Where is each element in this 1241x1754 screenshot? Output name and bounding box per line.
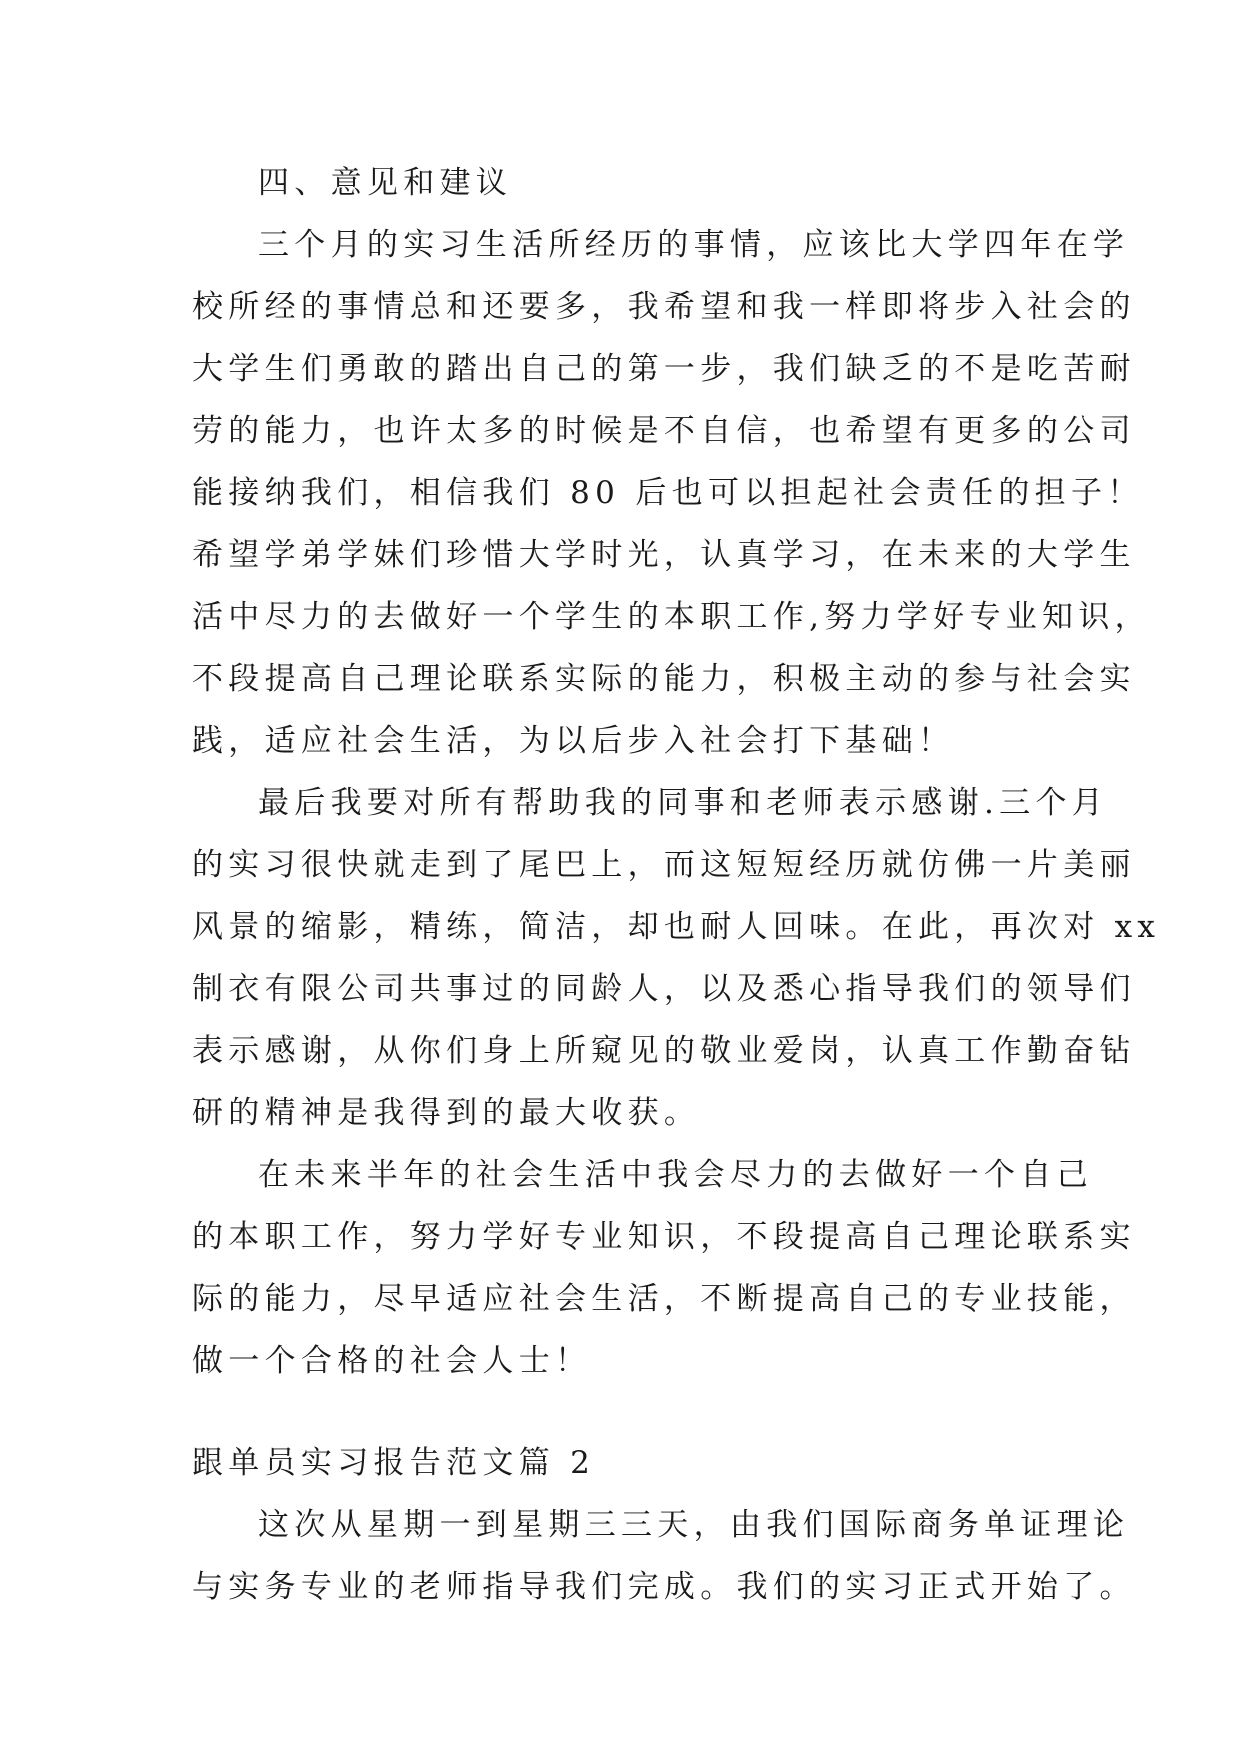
paragraph-line: 三个月的实习生活所经历的事情，应该比大学四年在学 — [258, 227, 1130, 263]
paragraph-line: 这次从星期一到星期三三天，由我们国际商务单证理论 — [258, 1507, 1130, 1543]
paragraph-line: 制衣有限公司共事过的同龄人，以及悉心指导我们的领导们 — [192, 971, 1136, 1007]
paragraph-line: 不段提高自己理论联系实际的能力，积极主动的参与社会实 — [192, 661, 1136, 697]
paragraph-line: 最后我要对所有帮助我的同事和老师表示感谢.三个月 — [258, 785, 1109, 821]
article-title: 跟单员实习报告范文篇 2 — [192, 1445, 596, 1481]
paragraph-line: 研的精神是我得到的最大收获。 — [192, 1095, 701, 1131]
paragraph-line: 希望学弟学妹们珍惜大学时光，认真学习，在未来的大学生 — [192, 537, 1136, 573]
paragraph-line: 校所经的事情总和还要多，我希望和我一样即将步入社会的 — [192, 289, 1136, 325]
paragraph-line: 大学生们勇敢的踏出自己的第一步，我们缺乏的不是吃苦耐 — [192, 351, 1136, 387]
paragraph-line: 劳的能力，也许太多的时候是不自信，也希望有更多的公司 — [192, 413, 1136, 449]
paragraph-line: 与实务专业的老师指导我们完成。我们的实习正式开始了。 — [192, 1569, 1136, 1605]
paragraph-line: 在未来半年的社会生活中我会尽力的去做好一个自己 — [258, 1157, 1093, 1193]
paragraph-line: 做一个合格的社会人士！ — [192, 1343, 592, 1379]
paragraph-line: 能接纳我们，相信我们 80 后也可以担起社会责任的担子！ — [192, 475, 1144, 511]
section-heading: 四、意见和建议 — [258, 165, 513, 201]
paragraph-line: 风景的缩影，精练，简洁，却也耐人回味。在此，再次对 xx — [192, 909, 1161, 945]
paragraph-line: 践，适应社会生活，为以后步入社会打下基础！ — [192, 723, 955, 759]
paragraph-line: 表示感谢，从你们身上所窥见的敬业爱岗，认真工作勤奋钻 — [192, 1033, 1136, 1069]
paragraph-line: 的本职工作，努力学好专业知识，不段提高自己理论联系实 — [192, 1219, 1136, 1255]
paragraph-line: 际的能力，尽早适应社会生活，不断提高自己的专业技能， — [192, 1281, 1136, 1317]
paragraph-line: 的实习很快就走到了尾巴上，而这短短经历就仿佛一片美丽 — [192, 847, 1136, 883]
paragraph-line: 活中尽力的去做好一个学生的本职工作,努力学好专业知识， — [192, 599, 1151, 635]
